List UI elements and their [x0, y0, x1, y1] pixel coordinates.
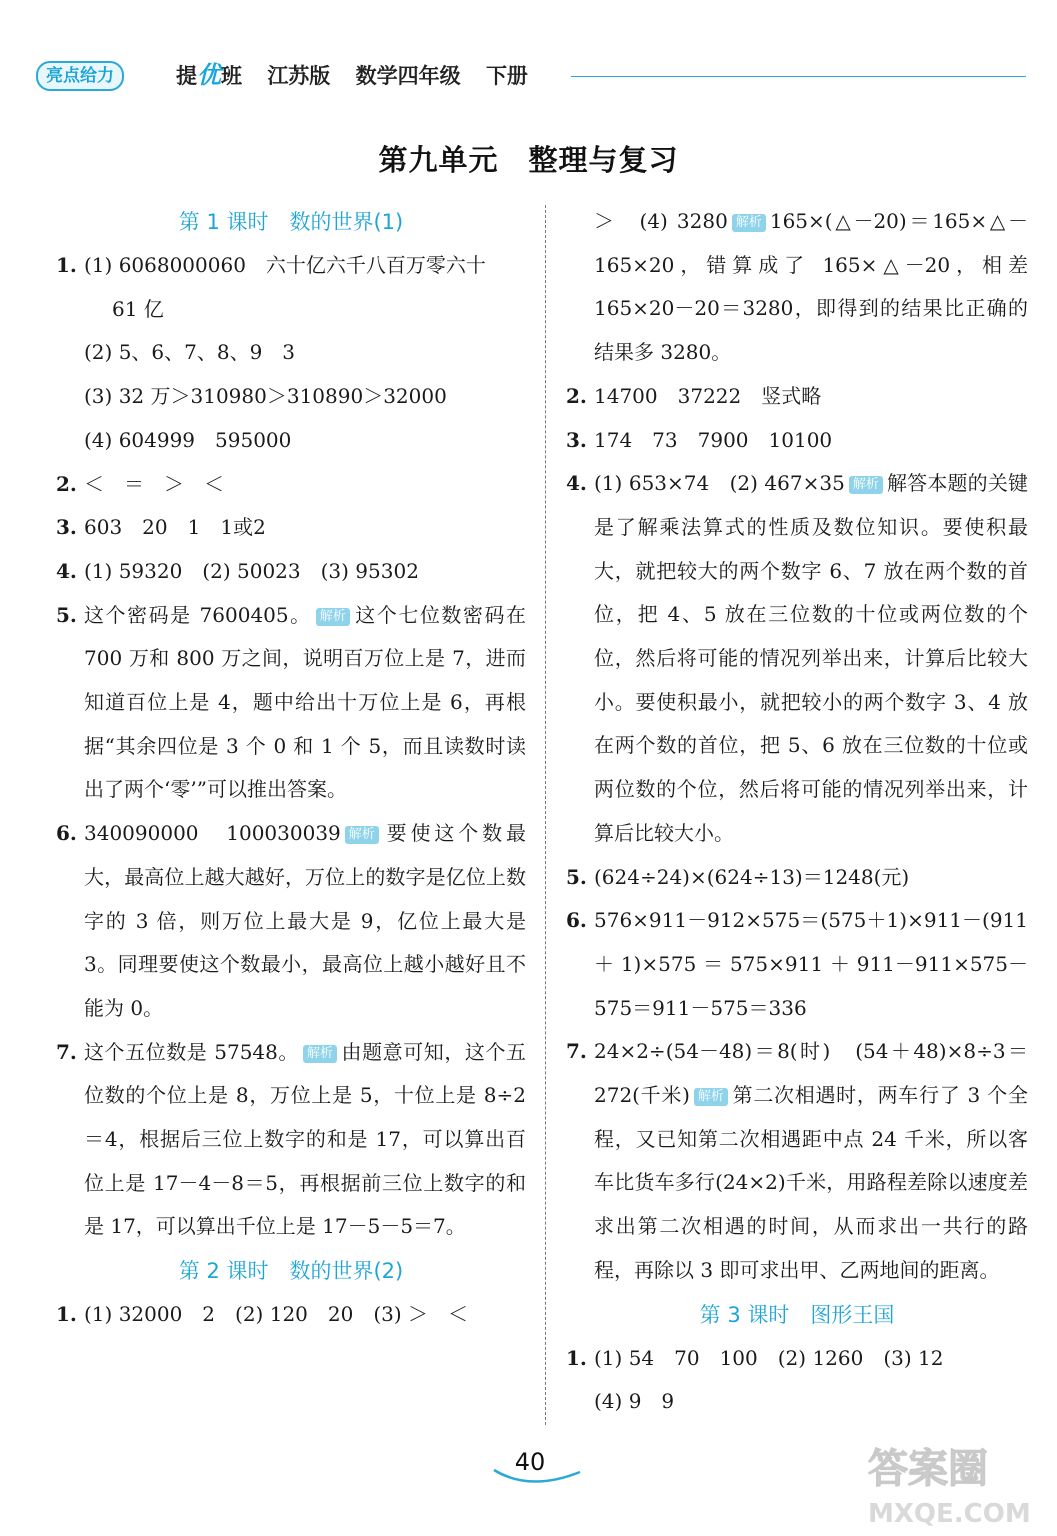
analysis-tag: 解析 [694, 1088, 728, 1106]
page-header [36, 58, 1026, 94]
column-divider [545, 205, 546, 1425]
answer-line: 61 亿 [112, 296, 164, 321]
analysis-tag: 解析 [345, 826, 379, 844]
answer-text: 14700 37222 竖式略 [594, 383, 822, 408]
answer-line: (4) 9 9 [594, 1389, 675, 1414]
answer-text: 174 73 7900 10100 [594, 427, 833, 452]
answer-line: (1) 54 70 100 (2) 1260 (3) 12 [594, 1345, 944, 1370]
answer-text: 24×2÷(54－48)＝8(时) (54＋48)×8÷3＝272(千米) [594, 1039, 1028, 1108]
answer-text: (624÷24)×(624÷13)＝1248(元) [594, 864, 910, 889]
answer-line: (3) 32 万＞310980＞310890＞32000 [84, 384, 447, 409]
item-number: 2. [56, 471, 77, 496]
answer-text: (1) 59320 (2) 50023 (3) 95302 [84, 558, 419, 583]
item-number: 4. [56, 558, 77, 583]
analysis-tag: 解析 [732, 214, 766, 232]
answer-item [566, 1030, 1028, 1292]
lesson-heading: 第 1 课时 数的世界(1) [178, 210, 404, 234]
item-number: 3. [566, 427, 587, 452]
answer-item [566, 200, 1028, 375]
answer-item [566, 462, 1028, 855]
analysis-text: 这个七位数密码在 700 万和 800 万之间，说明百万位上是 7，进而知道百位上是 4，题中给出十万位上是 6，再根据“其余四位是 3 个 0 和 1 个 5，而且读数时读出了两个‘零’”可以推出答案。 [84, 602, 526, 802]
item-number: 4. [566, 471, 587, 496]
item-number: 3. [56, 515, 77, 540]
answer-item [566, 899, 1028, 1030]
analysis-tag: 解析 [316, 608, 350, 626]
answer-item [56, 1293, 526, 1337]
answer-item [56, 812, 526, 1031]
item-number: 1. [56, 253, 77, 277]
answer-item [56, 1031, 526, 1250]
answer-line: (4) 604999 595000 [84, 427, 292, 452]
answer-item [56, 594, 526, 813]
item-number: 7. [56, 1039, 77, 1064]
analysis-text: 165×(△－20)＝165×△－165×20，错算成了 165×△－20，相差 165×20－20＝3280，即得到的结果比正确的结果多 3280。 [594, 209, 1028, 365]
analysis-text: 要使这个数最大，最高位上越大越好，万位上的数字是亿位上数字的 3 倍，则万位上最大是 9，亿位上最大是 3。同理要使这个数最小，最高位上越小越好且不能为 0。 [84, 821, 526, 1020]
analysis-tag: 解析 [849, 476, 883, 494]
item-number: 6. [56, 821, 77, 846]
answer-text: 603 20 1 1或2 [84, 515, 266, 540]
answer-line: (2) 5、6、7、8、9 3 [84, 340, 296, 365]
answer-item [566, 1337, 1028, 1424]
analysis-text: 解答本题的关键是了解乘法算式的性质及数位知识。要使积最大，就把较大的两个数字 6、7 放在两个数的首位，把 4、5 放在三位数的十位或两位数的个位，然后将可能的情况列举出来，计算后比较大小。要使积最小，就把较小的两个数字 3、4 放在两个数的首位，把 5、6 放在三位数的十位或两位数的个位，然后将可能的情况列举出来，计算后比较大小。 [594, 471, 1029, 845]
header-title [176, 58, 528, 93]
answer-text: 这个五位数是 57548。 [84, 1039, 299, 1064]
watermark-top: 答案圈 [868, 1446, 988, 1492]
unit-title: 第九单元 整理与复习 [378, 143, 679, 177]
analysis-text: 第二次相遇时，两车行了 3 个全程，又已知第二次相遇距中点 24 千米，所以客车比货车多行(24×2)千米，用路程差除以速度差求出第二次相遇的时间，从而求出一共行的路程，再除以 3 即可求出甲、乙两地间的距离。 [594, 1083, 1028, 1282]
header-ban: 班 [221, 64, 242, 88]
item-number: 1. [56, 1302, 77, 1327]
answer-item [566, 419, 1028, 463]
lesson-heading: 第 2 课时 数的世界(2) [178, 1259, 404, 1284]
answer-item [566, 375, 1028, 419]
left-column [56, 200, 526, 1337]
item-number: 2. [566, 383, 587, 408]
watermark-bottom: MXQE.COM [868, 1499, 1031, 1529]
answer-item [566, 856, 1028, 900]
item-number: 7. [566, 1039, 587, 1064]
item-number: 6. [566, 908, 587, 933]
analysis-text: 由题意可知，这个五位数的个位上是 8，万位上是 5，十位上是 8÷2＝4，根据后三位上数字的和是 17，可以算出百位上是 17－4－8＝5，再根据前三位上数字的和是 17，可以算出千位上是 17－5－5＝7。 [84, 1039, 526, 1239]
answer-item [56, 506, 526, 550]
item-number: 5. [56, 602, 77, 627]
answer-text: 这个密码是 7600405。 [84, 602, 312, 627]
header-volume: 下册 [485, 64, 528, 88]
brand-badge: 亮点给力 [36, 61, 124, 91]
header-you: 优 [197, 61, 221, 89]
answer-item [56, 550, 526, 594]
watermark-logo [862, 1438, 1037, 1530]
lesson-heading: 第 3 课时 图形王国 [699, 1302, 895, 1327]
header-ti: 提 [176, 64, 197, 88]
right-column [566, 200, 1028, 1424]
answer-item [56, 244, 526, 463]
answer-line: (1) 6068000060 六十亿六千八百万零六十 [84, 253, 486, 277]
answer-text: ＞ (4) 3280 [594, 209, 728, 233]
header-edition: 江苏版 [267, 64, 331, 88]
item-number: 5. [566, 864, 587, 889]
answer-text: 576×911－912×575＝(575＋1)×911－(911＋1)×575＝575×911＋911－911×575－575＝911－575＝336 [594, 908, 1028, 1020]
answer-item [56, 463, 526, 507]
answer-text: (1) 32000 2 (2) 120 20 (3) ＞ ＜ [84, 1302, 469, 1327]
header-subject: 数学四年级 [355, 64, 461, 88]
answer-text: ＜ ＝ ＞ ＜ [84, 471, 224, 496]
page-number: 40 [514, 1448, 546, 1476]
answer-text: 340090000 100030039 [84, 821, 341, 846]
analysis-tag: 解析 [303, 1045, 337, 1063]
item-number: 1. [566, 1345, 587, 1370]
header-rule [571, 76, 1026, 77]
answer-text: (1) 653×74 (2) 467×35 [594, 471, 845, 496]
